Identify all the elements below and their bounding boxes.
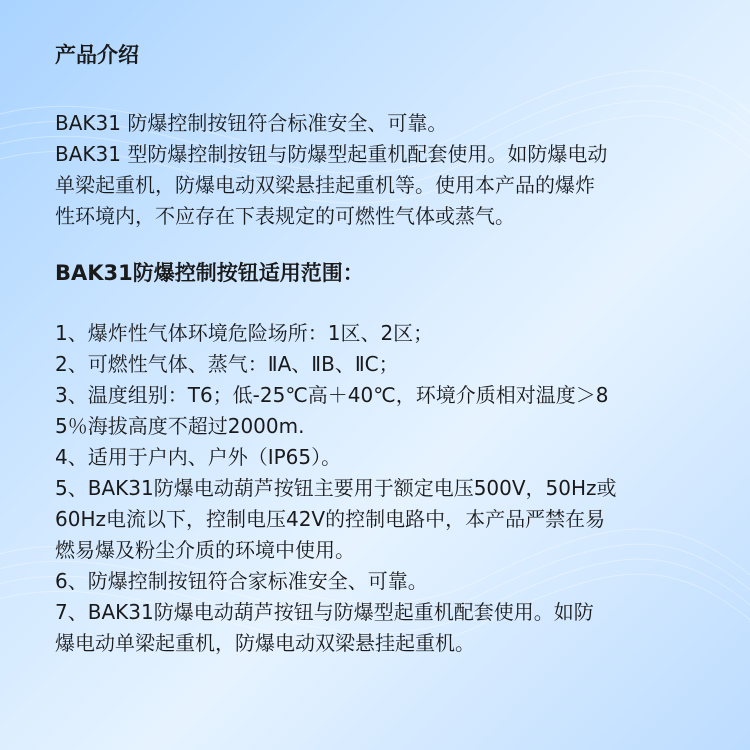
scope-line: 2、可燃性气体、蒸气：ⅡA、ⅡB、ⅡC； bbox=[55, 352, 399, 376]
scope-line: 5％海拔高度不超过2000m. bbox=[55, 414, 305, 438]
scope-line: 3、温度组别：T6；低-25℃高＋40℃，环境介质相对温度＞8 bbox=[55, 383, 609, 407]
product-description bbox=[55, 40, 715, 659]
scope-line: 4、适用于户内、户外（IP65）。 bbox=[55, 445, 342, 469]
intro-heading: 产品介绍 bbox=[55, 43, 139, 67]
intro-line: 性环境内，不应存在下表规定的可燃性气体或蒸气。 bbox=[55, 204, 515, 228]
scope-line: 60Hz电流以下，控制电压42V的控制电路中，本产品严禁在易 bbox=[55, 507, 606, 531]
intro-line: 单梁起重机，防爆电动双梁悬挂起重机等。使用本产品的爆炸 bbox=[55, 173, 595, 197]
scope-line: 6、防爆控制按钮符合家标准安全、可靠。 bbox=[55, 569, 428, 593]
scope-line: 1、爆炸性气体环境危险场所：1区、2区； bbox=[55, 321, 434, 345]
scope-list bbox=[55, 318, 715, 659]
scope-line: 燃易爆及粉尘介质的环境中使用。 bbox=[55, 538, 355, 562]
intro-line: BAK31 防爆控制按钮符合标准安全、可靠。 bbox=[55, 111, 448, 135]
scope-heading: BAK31防爆控制按钮适用范围： bbox=[55, 261, 364, 285]
scope-line: 7、BAK31防爆电动葫芦按钮与防爆型起重机配套使用。如防 bbox=[55, 600, 594, 624]
intro-line: BAK31 型防爆控制按钮与防爆型起重机配套使用。如防爆电动 bbox=[55, 142, 608, 166]
scope-line: 5、BAK31防爆电动葫芦按钮主要用于额定电压500V，50Hz或 bbox=[55, 476, 617, 500]
intro-paragraph bbox=[55, 108, 715, 232]
scope-line: 爆电动单梁起重机，防爆电动双梁悬挂起重机。 bbox=[55, 631, 475, 655]
